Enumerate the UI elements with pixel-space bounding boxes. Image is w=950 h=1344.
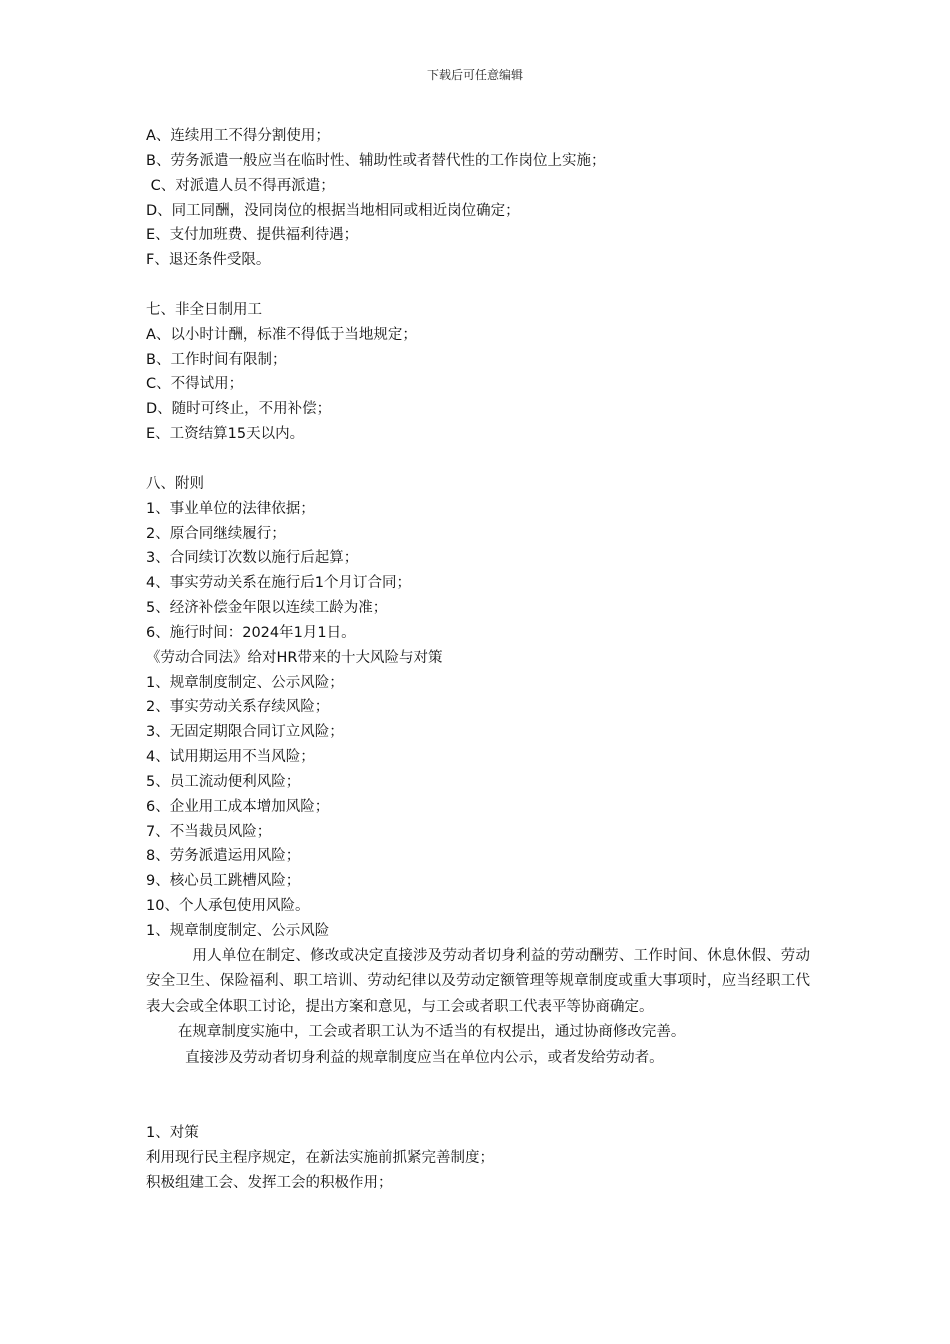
list-item: B、工作时间有限制； [146,351,287,368]
risk-item: 7、不当裁员风险； [146,823,272,840]
dispatch-item: E、支付加班费、提供福利待遇； [146,227,359,244]
countermeasure-item: 积极组建工会、发挥工会的积极作用； [146,1175,393,1192]
dispatch-item: B、劳务派遣一般应当在临时性、辅助性或者替代性的工作岗位上实施； [146,152,606,169]
blank-space [146,1071,810,1121]
body-paragraph: 直接涉及劳动者切身利益的规章制度应当在单位内公示，或者发给劳动者。 [185,1049,664,1066]
risk-item: 2、事实劳动关系存续风险； [146,699,330,716]
body-paragraph: 在规章制度实施中，工会或者职工认为不适当的有权提出，通过协商修改完善。 [177,1024,686,1041]
section-title: 八、附则 [146,475,204,492]
list-item: 4、事实劳动关系在施行后1个月订合同； [146,575,411,592]
list-item: D、随时可终止，不用补偿； [146,401,332,418]
dispatch-item: F、退还条件受限。 [146,252,271,269]
document-body [146,124,810,1196]
list-item: A、以小时计酬，标准不得低于当地规定； [146,326,417,343]
list-item: 6、施行时间：2024年1月1日。 [146,624,356,641]
subsection-title: 1、规章制度制定、公示风险 [146,923,330,939]
dispatch-item: A、连续用工不得分割使用； [146,128,330,144]
risk-item: 5、员工流动便利风险； [146,773,301,790]
risk-item: 3、无固定期限合同订立风险； [146,724,344,741]
list-item: 5、经济补偿金年限以连续工龄为准； [146,600,388,617]
body-paragraph: 用人单位在制定、修改或决定直接涉及劳动者切身利益的劳动酬劳、工作时间、休息休假、劳动安全卫生、保险福利、职工培训、劳动纪律以及劳动定额管理等规章制度或重大事项时，应当经职工代表大会或全体职工讨论，提出方案和意见，与工会或者职工代表平等协商确定。 [146,947,810,1015]
countermeasure-item: 利用现行民主程序规定，在新法实施前抓紧完善制度； [146,1150,494,1167]
list-item: E、工资结算15天以内。 [146,426,305,443]
dispatch-item: D、同工同酬，没同岗位的根据当地相同或相近岗位确定； [146,202,520,219]
dispatch-item: C、对派遣人员不得再派遣； [146,177,335,194]
list-item: C、不得试用； [146,376,244,393]
risk-item: 6、企业用工成本增加风险； [146,798,330,815]
list-item: 2、原合同继续履行； [146,525,286,542]
section-title: 《劳动合同法》给对HR带来的十大风险与对策 [146,649,443,666]
blank-line [146,273,810,298]
page-header: 下载后可任意编辑 [426,68,523,82]
risk-item: 8、劳务派遣运用风险； [146,848,301,865]
list-item: 3、合同续订次数以施行后起算； [146,550,359,567]
risk-item: 1、规章制度制定、公示风险； [146,674,344,691]
section-title: 七、非全日制用工 [146,301,262,318]
subsection-title: 1、对策 [146,1125,199,1142]
risk-item: 4、试用期运用不当风险； [146,749,315,766]
risk-item: 10、个人承包使用风险。 [146,898,310,915]
risk-item: 9、核心员工跳槽风险； [146,873,301,890]
list-item: 1、事业单位的法律依据； [146,500,315,517]
blank-line [146,447,810,472]
